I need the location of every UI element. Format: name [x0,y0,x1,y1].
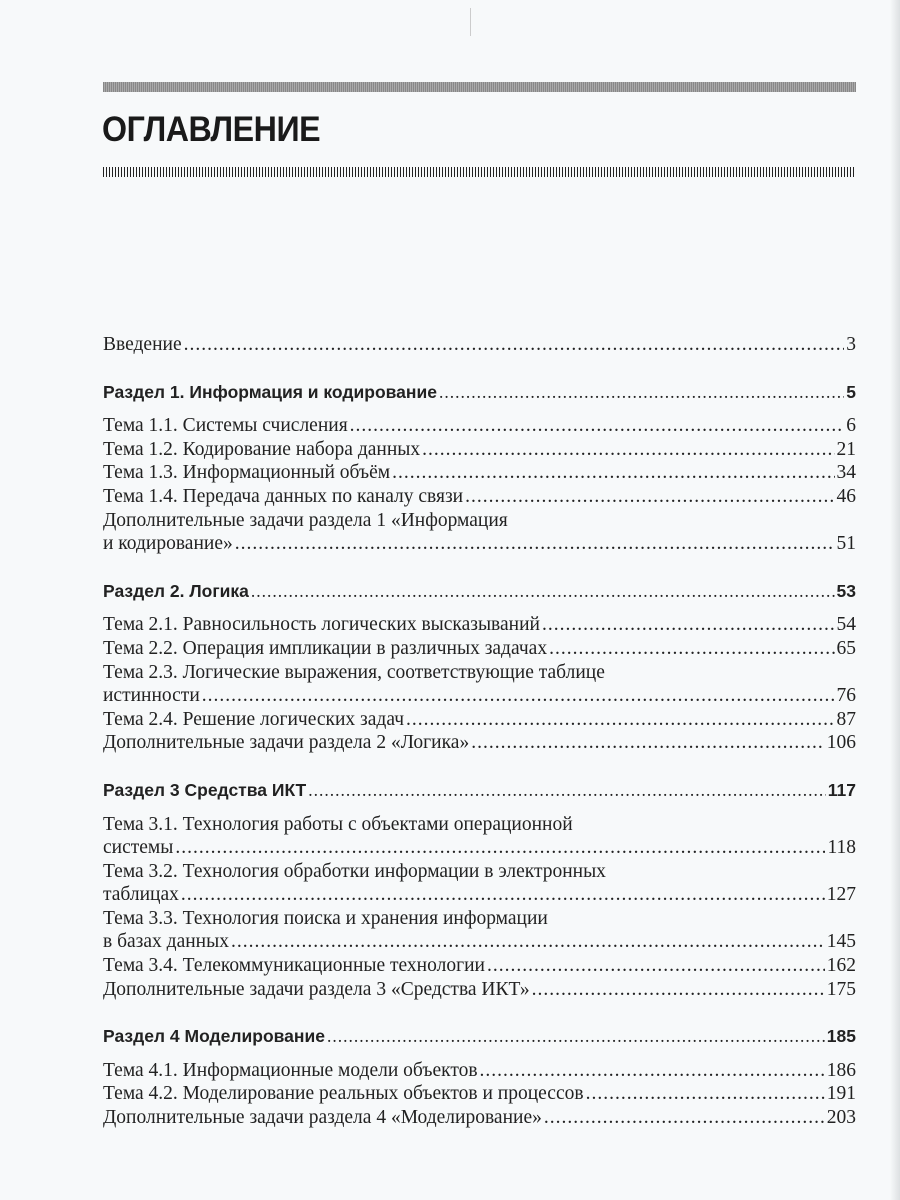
toc-entry[interactable] [103,1106,856,1130]
toc-entry[interactable] [103,509,856,556]
toc-entry-label: Тема 2.1. Равносильность логических высказываний [103,614,540,636]
toc-entry[interactable] [103,731,856,755]
toc-entry[interactable] [103,637,856,661]
dot-leader [471,731,825,755]
toc-entry-line [103,684,856,708]
toc-entry-line [103,1059,856,1083]
toc-entry[interactable] [103,954,856,978]
toc-entry[interactable] [103,613,856,637]
toc-entry-label: Дополнительные задачи раздела 3 «Средства ИКТ» [103,978,530,1000]
toc-page-number: 185 [826,1026,856,1047]
toc-page-number: 54 [836,614,856,636]
toc-page-number: 106 [826,732,856,754]
dot-leader [532,978,825,1002]
toc-section-group [103,1025,856,1129]
toc-entry[interactable] [103,461,856,485]
toc-page-number: 118 [827,837,856,859]
toc-entry-line [103,883,856,907]
toc-entry-label: Тема 3.2. Технология обработки информации в электронных [103,860,606,882]
dot-leader [235,532,835,556]
toc-entry-line [103,414,856,438]
toc-entry-label: системы [103,837,174,859]
toc-entry-line [103,461,856,485]
toc-page-number: 191 [826,1083,856,1105]
toc-page-number: 186 [826,1059,856,1081]
toc-entry[interactable] [103,414,856,438]
toc-entry-line [103,954,856,978]
toc-section-group [103,381,856,556]
toc-page-number: 5 [846,381,856,402]
toc-entry-label: Тема 1.1. Системы счисления [103,415,348,437]
dot-leader [251,580,835,604]
dot-leader [202,684,835,708]
toc-entry-label: Дополнительные задачи раздела 2 «Логика» [103,732,470,754]
toc-page-number: 53 [836,580,856,601]
toc-entry[interactable] [103,860,856,907]
toc-page-number: 21 [836,438,856,460]
toc-page-number: 6 [846,415,856,437]
toc-entry-label: Тема 2.4. Решение логических задач [103,708,405,730]
toc-entry-label: Тема 4.2. Моделирование реальных объектов и процессов [103,1083,584,1105]
toc-entry[interactable] [103,708,856,732]
toc-entry-line [103,907,856,931]
toc-section-heading[interactable] [103,1025,856,1049]
toc-entry-line [103,613,856,637]
toc-entry-line [103,860,856,884]
toc-page-number: 203 [826,1107,856,1129]
toc-entry-line [103,930,856,954]
toc-entry-line [103,532,856,556]
toc-section-group [103,580,856,755]
page-gutter-mark [470,8,471,36]
toc-entry-line [103,1106,856,1130]
toc-entry[interactable] [103,1082,856,1106]
toc-entry-line [103,637,856,661]
toc-entry-line [103,509,856,533]
toc-entry-label: Тема 3.1. Технология работы с объектами операционной [103,813,573,835]
title-rule [103,167,856,177]
toc-entry-intro[interactable] [103,333,856,357]
toc-page-number: 65 [836,637,856,659]
toc-page-number: 162 [826,955,856,977]
toc-page-number: 117 [827,779,856,800]
section-label: Раздел 4 Моделирование [103,1026,325,1047]
toc-entry[interactable] [103,978,856,1002]
toc-entry-line [103,1082,856,1106]
toc-entry-label: Введение [103,334,182,355]
page-edge-shadow [890,0,900,1200]
dot-leader [487,954,825,978]
toc-entry[interactable] [103,813,856,860]
toc-entry-line [103,813,856,837]
toc-page-number: 34 [836,462,856,484]
dot-leader [406,708,834,732]
toc-entry-label: Дополнительные задачи раздела 4 «Моделирование» [103,1107,542,1129]
header-rule [103,82,856,92]
toc-entry-label: Тема 4.1. Информационные модели объектов [103,1059,478,1081]
toc-section-group [103,779,856,1001]
dot-leader [465,485,834,509]
toc-entry[interactable] [103,661,856,708]
dot-leader [586,1082,825,1106]
dot-leader [480,1059,825,1083]
dot-leader [544,1106,825,1130]
toc-entry[interactable] [103,438,856,462]
toc-entry-line [103,978,856,1002]
toc-entry-label: Тема 2.2. Операция импликации в различных задачах [103,637,548,659]
toc-entry-label: Тема 3.4. Телекоммуникационные технологии [103,955,485,977]
toc-entry-label: в базах данных [103,931,229,953]
toc-entry-label: Тема 1.2. Кодирование набора данных [103,438,421,460]
dot-leader [422,438,834,462]
toc-entry-line [103,438,856,462]
toc-entry-line [103,836,856,860]
dot-leader [350,414,845,438]
toc-entry-line [103,731,856,755]
toc-page-number: 76 [836,685,856,707]
toc-section-heading[interactable] [103,580,856,604]
dot-leader [392,461,834,485]
dot-leader [231,930,825,954]
dot-leader [327,1025,825,1049]
dot-leader [175,836,825,860]
dot-leader [549,637,834,661]
table-of-contents [103,333,856,1154]
toc-entry-line [103,661,856,685]
toc-page-number: 175 [826,978,856,1000]
page-title: ОГЛАВЛЕНИЕ [102,110,321,149]
toc-entry-label: Дополнительные задачи раздела 1 «Информация [103,509,508,531]
toc-page-number: 51 [836,533,856,555]
dot-leader [184,333,845,357]
toc-page-number: 3 [846,334,856,355]
dot-leader [542,613,835,637]
dot-leader [439,381,844,405]
toc-entry[interactable] [103,1059,856,1083]
toc-page-number: 145 [826,931,856,953]
toc-entry-line [103,485,856,509]
toc-entry[interactable] [103,485,856,509]
toc-page-number: 127 [826,884,856,906]
dot-leader [181,883,825,907]
toc-entry-label: Тема 1.4. Передача данных по каналу связи [103,485,464,507]
toc-entry-line [103,708,856,732]
toc-entry-label: истинности [103,685,200,707]
toc-entry-label: и кодирование» [103,533,233,555]
dot-leader [308,779,826,803]
section-label: Раздел 1. Информация и кодирование [103,381,437,402]
section-label: Раздел 2. Логика [103,580,249,601]
toc-section-heading[interactable] [103,381,856,405]
toc-entry[interactable] [103,907,856,954]
toc-entry-label: Тема 3.3. Технология поиска и хранения информации [103,907,548,929]
toc-entry-label: Тема 2.3. Логические выражения, соответствующие таблице [103,661,605,683]
toc-page-number: 46 [836,485,856,507]
toc-page-number: 87 [836,708,856,730]
toc-entry-label: Тема 1.3. Информационный объём [103,462,391,484]
section-label: Раздел 3 Средства ИКТ [103,779,307,800]
toc-entry-label: таблицах [103,884,179,906]
toc-section-heading[interactable] [103,779,856,803]
